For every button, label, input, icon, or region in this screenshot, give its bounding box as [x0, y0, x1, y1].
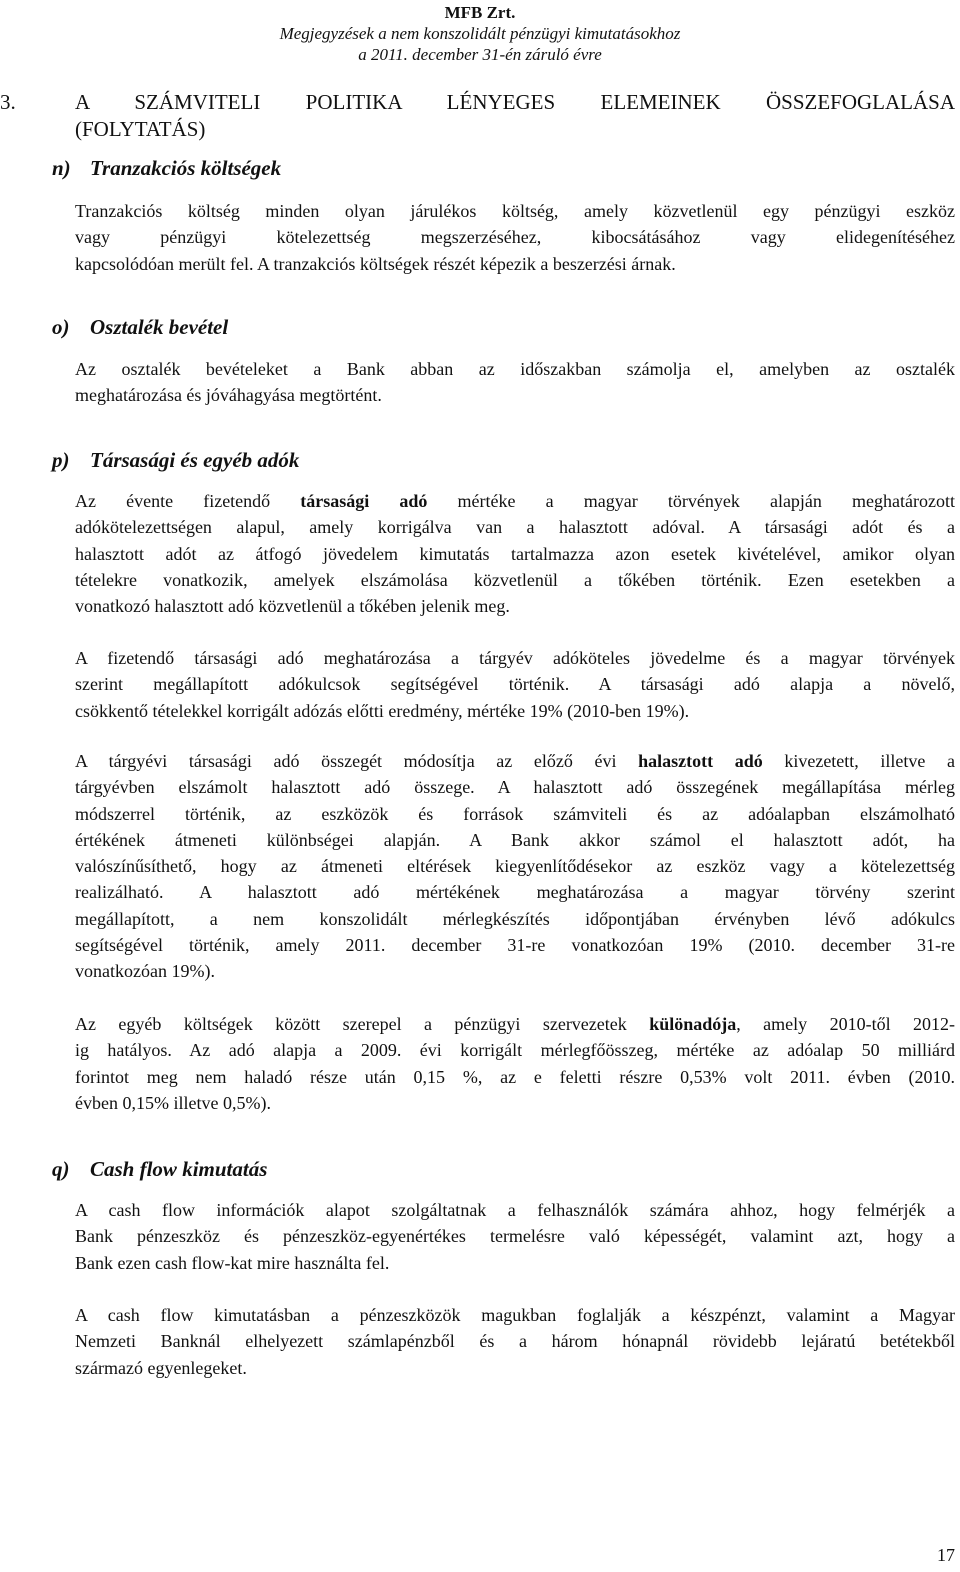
paragraph-line: szerint megállapított adókulcsok segítségével történik. A társasági adó alapja a növelő,: [75, 674, 955, 695]
paragraph-line: Az osztalék bevételeket a Bank abban az időszakban számolja el, amelyben az osztalék: [75, 359, 955, 379]
heading-n-letter: n): [52, 156, 71, 180]
heading-q-text: Cash flow kimutatás: [90, 1157, 268, 1181]
header-subtitle-line2: a 2011. december 31-én záruló évre: [358, 45, 602, 64]
paragraph-line: tételekre vonatkozik, amelyek elszámolása közvetlenül a tőkében történik. Ezen esetekben a: [75, 569, 955, 590]
section-title-line1: A SZÁMVITELI POLITIKA LÉNYEGES ELEMEINEK ÖSSZEFOGLALÁSA: [75, 90, 955, 114]
paragraph-p-1: [75, 488, 955, 619]
text-run: , amely 2010-től 2012-: [736, 1014, 955, 1034]
page-header: [0, 2, 960, 65]
paragraph-line: A cash flow információk alapot szolgáltatnak a felhasználók számára ahhoz, hogy felmérjék a: [75, 1200, 955, 1220]
heading-n: [52, 155, 281, 181]
paragraph-line: megállapított, a nem konszolidált mérlegkészítés időpontjában érvényben lévő adókulcs: [75, 908, 955, 929]
company-name: MFB Zrt.: [444, 3, 516, 22]
section-title-line2: (FOLYTATÁS): [75, 117, 206, 141]
paragraph-line: valószínűsíthető, hogy az átmeneti eltérések kiegyenlítődésekor az eszköz vagy a kötelezettség: [75, 856, 955, 877]
heading-q-letter: q): [52, 1157, 70, 1181]
paragraph-p-4: [75, 1011, 955, 1116]
paragraph-line: ig hatályos. Az adó alapja a 2009. évi korrigált mérlegfőösszeg, mértéke az adóalap 50 milliárd: [75, 1040, 955, 1061]
bold-term-kulonado: különadója: [649, 1014, 737, 1034]
paragraph-line: Bank pénzeszköz és pénzeszköz-egyenértékes termelésre való képességét, valamint azt, hogy a: [75, 1226, 955, 1247]
paragraph-line: értékének átmeneti különbségei alapján. A Bank akkor számol el halasztott adót, ha: [75, 829, 955, 850]
paragraph-line: [75, 748, 955, 774]
heading-o: [52, 314, 228, 340]
section-number: 3.: [0, 90, 16, 114]
page-number: 17: [937, 1545, 955, 1565]
text-run: mértéke a magyar törvények alapján meghatározott: [427, 491, 956, 511]
bold-term-tarsasagi-ado: társasági adó: [300, 491, 428, 511]
paragraph-q-1: [75, 1197, 955, 1276]
paragraph-line: A fizetendő társasági adó meghatározása a tárgyév adóköteles jövedelme és a magyar törvények: [75, 648, 955, 668]
heading-q: [52, 1156, 267, 1182]
paragraph-line: halasztott adót az átfogó jövedelem kimutatás tartalmazza azon esetek kivételével, amikor olyan: [75, 543, 955, 564]
paragraph-line: vonatkozóan 19%).: [75, 961, 215, 982]
paragraph-o: [75, 356, 955, 409]
paragraph-line: [75, 488, 955, 514]
paragraph-line: forintot meg nem haladó része után 0,15 %, az e feletti részre 0,53% volt 2011. évben (2010.: [75, 1066, 955, 1087]
paragraph-p-3: [75, 748, 955, 985]
bold-term-halasztott-ado: halasztott adó: [638, 751, 763, 771]
paragraph-line: Bank ezen cash flow-kat mire használta fel.: [75, 1252, 390, 1273]
paragraph-line: vonatkozó halasztott adó közvetlenül a tőkében jelenik meg.: [75, 596, 510, 617]
paragraph-p-2: [75, 645, 955, 724]
paragraph-n: [75, 198, 955, 277]
paragraph-line: vagy pénzügyi kötelezettség megszerzéséhez, kibocsátásához vagy elidegenítéséhez: [75, 227, 955, 248]
paragraph-line: Nemzeti Banknál elhelyezett számlapénzből és a három hónapnál rövidebb lejáratú betétekből: [75, 1331, 955, 1352]
paragraph-line: tárgyévben elszámolt halasztott adó összege. A halasztott adó összegének megállapítása mérleg: [75, 777, 955, 798]
paragraph-line: Tranzakciós költség minden olyan járulékos költség, amely közvetlenül egy pénzügyi eszköz: [75, 201, 955, 221]
paragraph-line: származó egyenlegeket.: [75, 1357, 247, 1378]
text-run: A tárgyévi társasági adó összegét módosítja az előző évi: [75, 751, 639, 771]
paragraph-line: évben 0,15% illetve 0,5%).: [75, 1092, 271, 1113]
paragraph-line: meghatározása és jóváhagyása megtörtént.: [75, 385, 382, 406]
paragraph-line: módszerrel történik, az eszközök és források számviteli és az adóalapban elszámolható: [75, 803, 955, 824]
heading-n-text: Tranzakciós költségek: [90, 156, 282, 180]
heading-p-letter: p): [52, 448, 70, 472]
paragraph-line: [75, 1011, 955, 1037]
paragraph-line: adókötelezettségen alapul, amely korrigálva van a halasztott adóval. A társasági adót és a: [75, 517, 955, 538]
paragraph-line: segítségével történik, amely 2011. december 31-re vonatkozóan 19% (2010. december 31-re: [75, 935, 955, 956]
header-subtitle-line1: Megjegyzések a nem konszolidált pénzügyi kimutatásokhoz: [279, 24, 681, 43]
heading-o-text: Osztalék bevétel: [90, 315, 229, 339]
text-run: Az egyéb költségek között szerepel a pénzügyi szervezetek: [75, 1014, 650, 1034]
paragraph-line: realizálható. A halasztott adó mértékének meghatározása a magyar törvény szerint: [75, 882, 955, 903]
heading-p: [52, 447, 299, 473]
paragraph-q-2: [75, 1302, 955, 1381]
paragraph-line: kapcsolódóan merült fel. A tranzakciós költségek részét képezik a beszerzési árnak.: [75, 253, 676, 274]
text-run: kivezetett, illetve a: [762, 751, 956, 771]
paragraph-line: A cash flow kimutatásban a pénzeszközök magukban foglalják a készpénzt, valamint a Magyar: [75, 1305, 955, 1325]
heading-o-letter: o): [52, 315, 70, 339]
heading-p-text: Társasági és egyéb adók: [90, 448, 300, 472]
text-run: Az évente fizetendő: [75, 491, 301, 511]
paragraph-line: csökkentő tételekkel korrigált adózás előtti eredmény, mértéke 19% (2010-ben 19%).: [75, 700, 690, 721]
